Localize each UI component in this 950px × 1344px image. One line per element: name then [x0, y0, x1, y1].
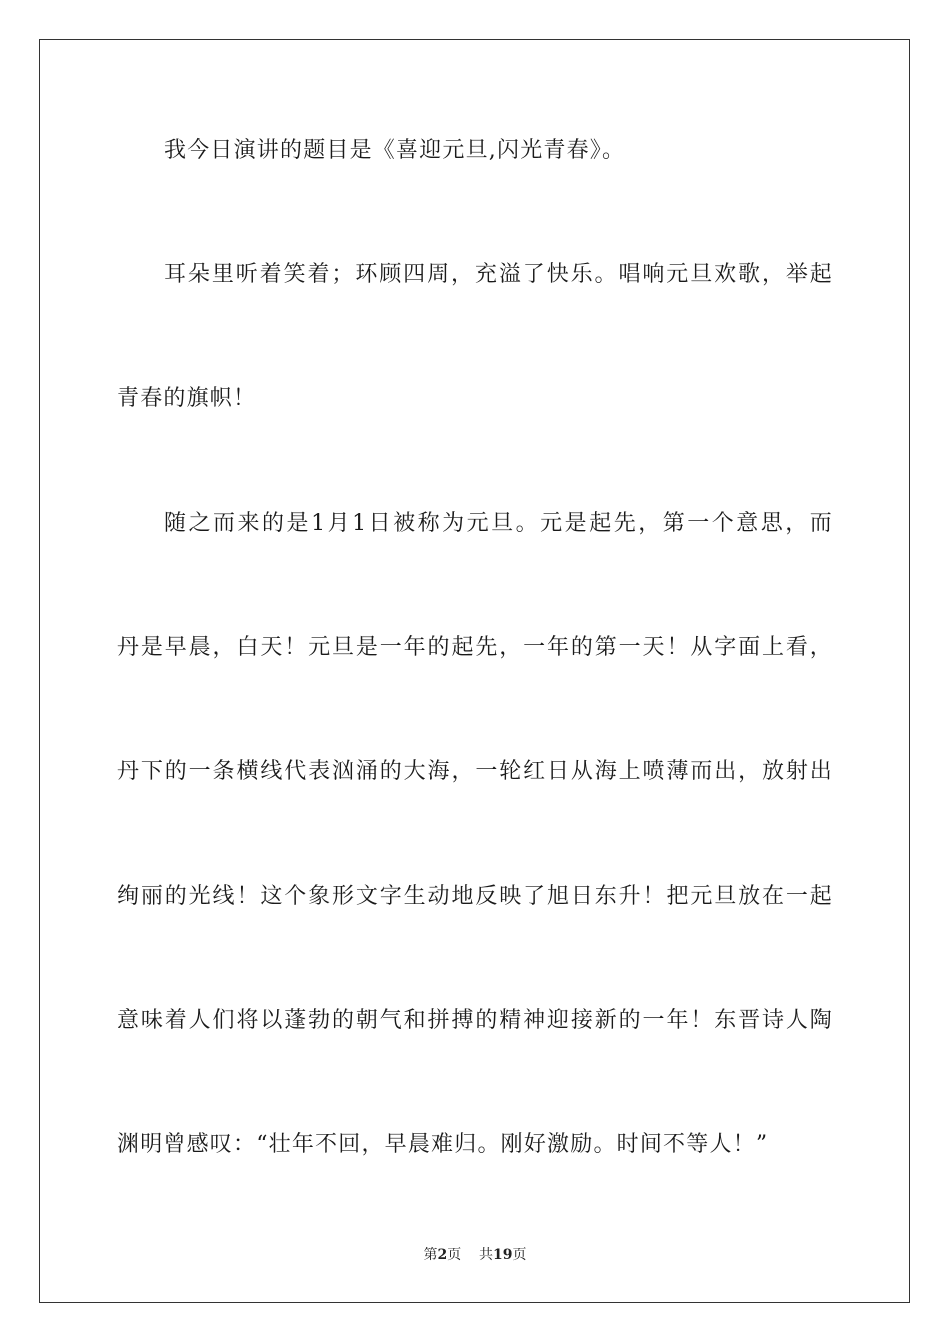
total-pages: 19	[493, 1247, 513, 1263]
paragraph-2-line-1: 耳朵里听着笑着；环顾四周，充溢了快乐。唱响元旦欢歌，举起	[164, 262, 833, 287]
paragraph-2-line-2: 青春的旗帜！	[117, 386, 257, 411]
page-suffix: 页	[447, 1247, 462, 1263]
page-number: 2	[437, 1247, 448, 1263]
paragraph-3-line-3: 丹下的一条横线代表汹涌的大海，一轮红日从海上喷薄而出，放射出	[117, 759, 833, 784]
paragraph-3-line-5: 意味着人们将以蓬勃的朝气和拼搏的精神迎接新的一年！东晋诗人陶	[117, 1008, 833, 1033]
total-suffix: 页	[512, 1247, 527, 1263]
paragraph-3-line-4: 绚丽的光线！这个象形文字生动地反映了旭日东升！把元旦放在一起	[117, 884, 833, 909]
total-prefix: 共	[479, 1247, 494, 1263]
paragraph-1-line-1: 我今日演讲的题目是《喜迎元旦,闪光青春》。	[164, 138, 626, 163]
page-prefix: 第	[423, 1247, 438, 1263]
paragraph-3-line-2: 丹是早晨，白天！元旦是一年的起先，一年的第一天！从字面上看，	[117, 635, 833, 660]
paragraph-3-line-6: 渊明曾感叹：“壮年不回，早晨难归。刚好激励。时间不等人！”	[117, 1132, 769, 1157]
page-border	[39, 39, 910, 1303]
page-footer	[0, 1246, 950, 1264]
paragraph-3-line-1: 随之而来的是1月1日被称为元旦。元是起先，第一个意思，而	[164, 511, 833, 536]
